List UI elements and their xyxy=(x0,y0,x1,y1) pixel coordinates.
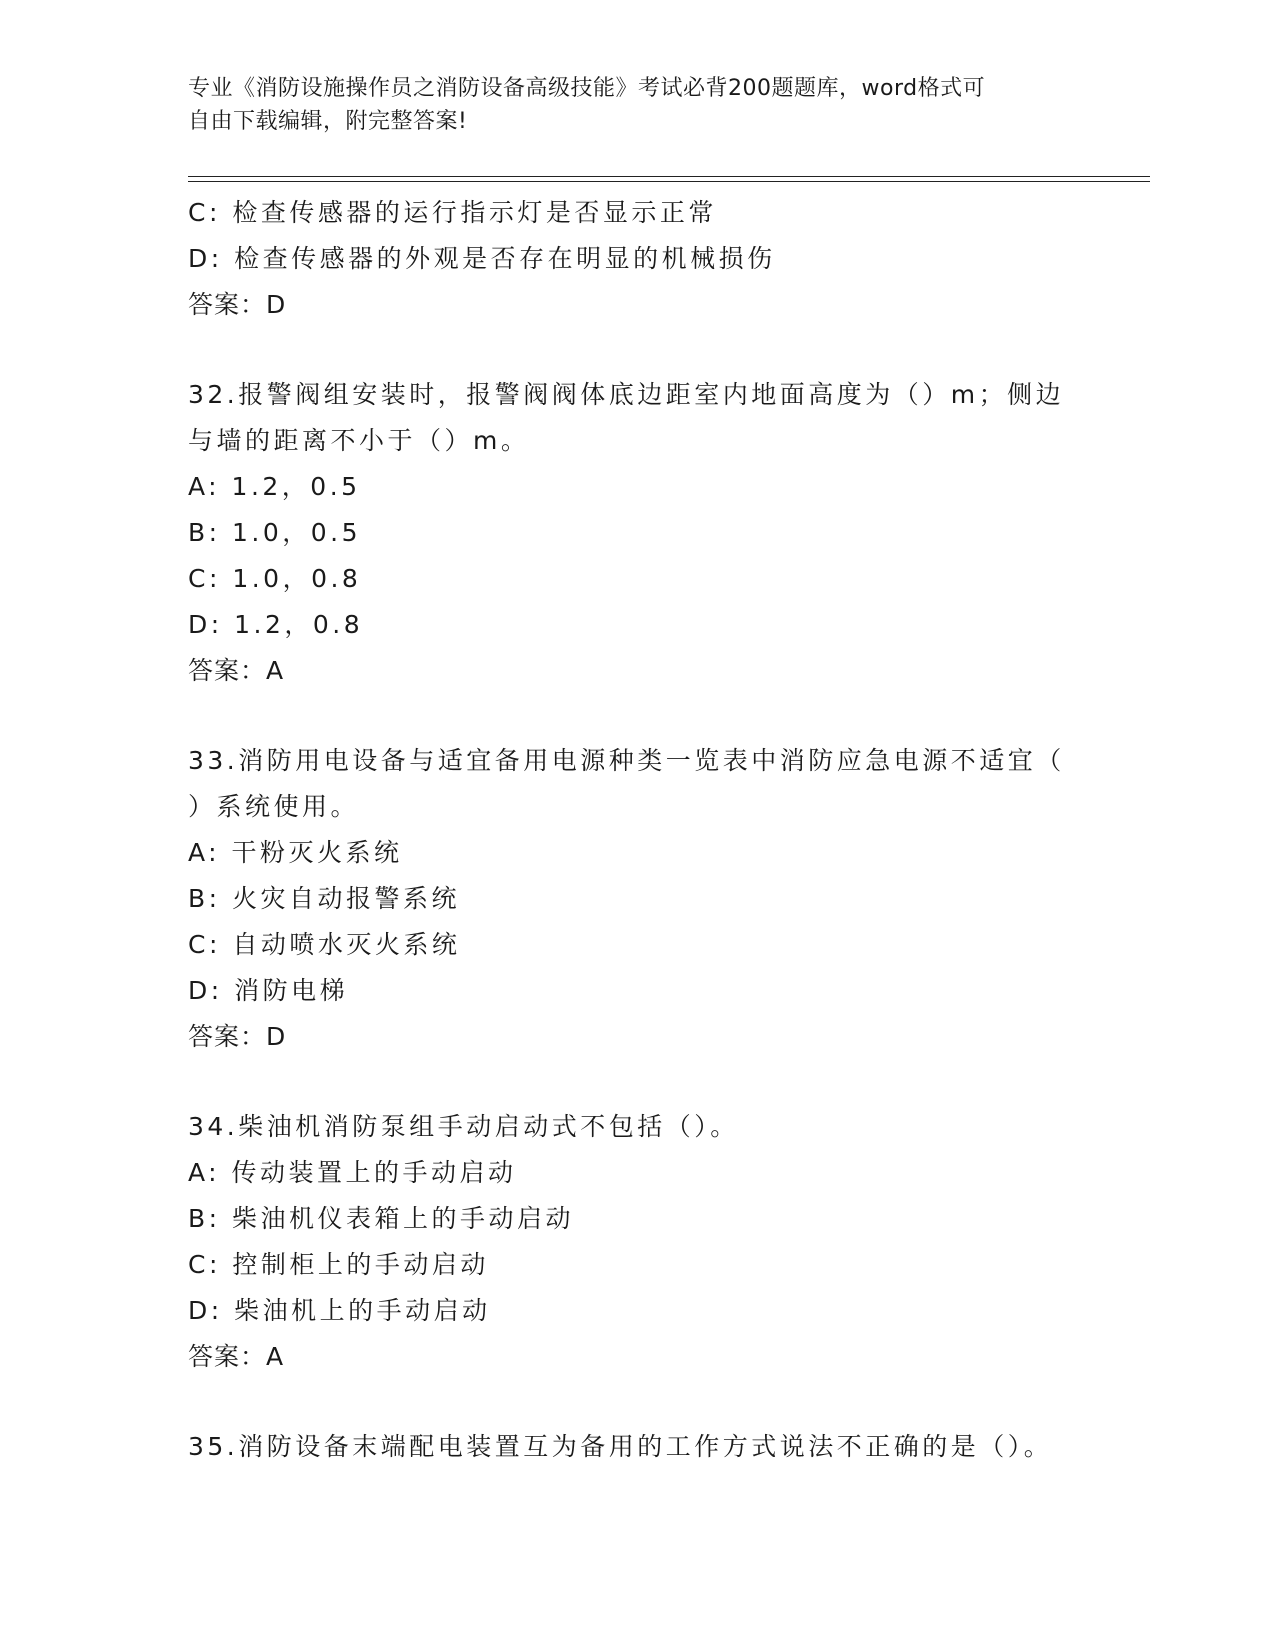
spacer xyxy=(188,328,1088,372)
answer-line: 答案：D xyxy=(188,1022,287,1051)
question-34 xyxy=(188,1104,1088,1380)
document-header xyxy=(188,72,1088,138)
option-b: B: 1.0，0.5 xyxy=(188,518,362,547)
question-33 xyxy=(188,738,1088,1060)
option-d: D: 检查传感器的外观是否存在明显的机械损伤 xyxy=(188,244,776,273)
header-line-1: 专业《消防设施操作员之消防设备高级技能》考试必背200题题库，word格式可 xyxy=(188,76,986,101)
answer-line: 答案：D xyxy=(188,290,287,319)
option-a: A: 干粉灭火系统 xyxy=(188,838,403,867)
option-d: D: 1.2，0.8 xyxy=(188,610,364,639)
question-31-continued xyxy=(188,190,1088,328)
question-32 xyxy=(188,372,1088,694)
header-divider-bottom xyxy=(188,181,1150,182)
question-list xyxy=(188,190,1088,1470)
option-c: C: 自动喷水灭火系统 xyxy=(188,930,461,959)
question-stem: 35.消防设备末端配电装置互为备用的工作方式说法不正确的是（）。 xyxy=(188,1432,1053,1461)
option-a: A: 1.2，0.5 xyxy=(188,472,361,501)
question-stem: 与墙的距离不小于（）m。 xyxy=(188,426,530,455)
option-c: C: 检查传感器的运行指示灯是否显示正常 xyxy=(188,198,717,227)
question-stem: 34.柴油机消防泵组手动启动式不包括（）。 xyxy=(188,1112,739,1141)
spacer xyxy=(188,1060,1088,1104)
option-c: C: 控制柜上的手动启动 xyxy=(188,1250,489,1279)
header-divider-top xyxy=(188,176,1150,177)
option-c: C: 1.0，0.8 xyxy=(188,564,362,593)
question-35 xyxy=(188,1424,1088,1470)
answer-line: 答案：A xyxy=(188,656,285,685)
option-b: B: 柴油机仪表箱上的手动启动 xyxy=(188,1204,575,1233)
option-b: B: 火灾自动报警系统 xyxy=(188,884,461,913)
question-stem: ）系统使用。 xyxy=(188,792,360,821)
answer-line: 答案：A xyxy=(188,1342,285,1371)
spacer xyxy=(188,694,1088,738)
question-stem: 33.消防用电设备与适宜备用电源种类一览表中消防应急电源不适宜（ xyxy=(188,746,1065,775)
spacer xyxy=(188,1380,1088,1424)
question-stem: 32.报警阀组安装时，报警阀阀体底边距室内地面高度为（）m；侧边 xyxy=(188,380,1065,409)
option-a: A: 传动装置上的手动启动 xyxy=(188,1158,517,1187)
option-d: D: 消防电梯 xyxy=(188,976,349,1005)
option-d: D: 柴油机上的手动启动 xyxy=(188,1296,491,1325)
header-line-2: 自由下载编辑，附完整答案! xyxy=(188,109,468,134)
